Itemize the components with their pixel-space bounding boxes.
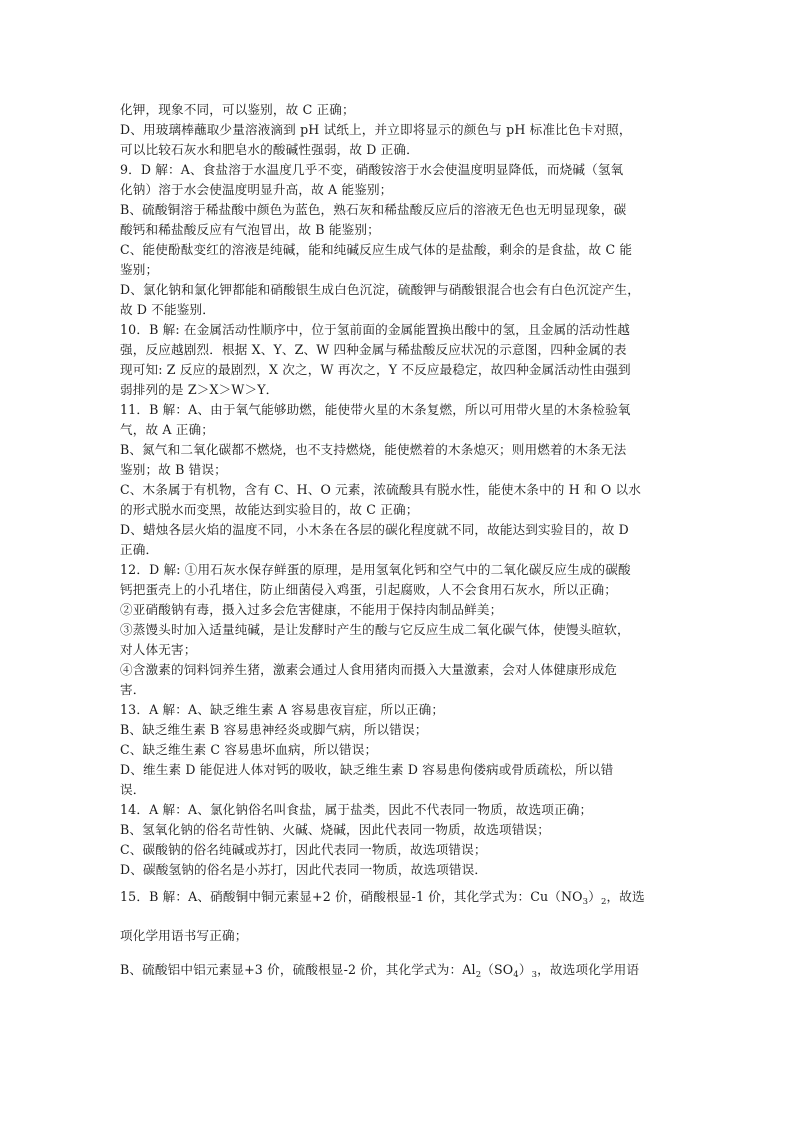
text-line: ③蒸馒头时加入适量纯碱，是让发酵时产生的酸与它反应生成二氧化碳气体，使馒头暄软，	[120, 622, 630, 637]
question-15-line-3	[120, 953, 680, 992]
text-line: 10．B 解: 在金属活动性顺序中，位于氢前面的金属能置换出酸中的氢，且金属的活动性越	[120, 322, 630, 337]
text-line: D、维生素 D 能促进人体对钙的吸收，缺乏维生素 D 容易患佝偻病或骨质疏松，所以错	[120, 762, 614, 777]
text-line: 的形式脱水而变黑，故能达到实验目的，故 C 正确；	[120, 502, 419, 517]
text-run: ）	[518, 962, 532, 977]
text-line: 化钠）溶于水会使温度明显升高，故 A 能鉴别；	[120, 182, 393, 197]
text-line: 钙把蛋壳上的小孔堵住，防止细菌侵入鸡蛋，引起腐败，人不会食用石灰水，所以正确；	[120, 582, 618, 597]
question-15-line-2: 项化学用语书写正确；	[120, 928, 248, 943]
text-run: ，故选项化学用语	[537, 962, 640, 977]
text-line: 弱排列的是 Z＞X＞W＞Y．	[120, 382, 279, 397]
text-line: C、碳酸钠的俗名纯碱或苏打，因此代表同一物质，故选项错误；	[120, 842, 487, 857]
text-line: 正确．	[120, 542, 159, 557]
text-line: 对人体无害；	[120, 642, 197, 657]
text-line: 害．	[120, 682, 146, 697]
text-line: B、氢氧化钠的俗名苛性钠、火碱、烧碱，因此代表同一物质，故选项错误；	[120, 822, 550, 837]
text-line: 误．	[120, 782, 146, 797]
text-line: D、蜡烛各层火焰的温度不同，小木条在各层的碳化程度就不同，故能达到实验目的，故 D	[120, 522, 629, 537]
text-line: ④含激素的饲料饲养生猪，激素会通过人食用猪肉而摄入大量激素，会对人体健康形成危	[120, 662, 618, 677]
subscript: 2	[600, 897, 607, 907]
text-line: 13．A 解：A、缺乏维生素 A 容易患夜盲症，所以正确；	[120, 702, 445, 717]
text-line: 可以比较石灰水和肥皂水的酸碱性强弱，故 D 正确．	[120, 142, 419, 157]
document-page	[120, 100, 680, 992]
text-run: B、硫酸铝中铝元素显+3 价，硫酸根显-2 价，其化学式为：Al	[120, 962, 476, 977]
text-line: 酸钙和稀盐酸反应有气泡冒出，故 B 能鉴别；	[120, 222, 380, 237]
subscript: 3	[531, 970, 538, 980]
text-line: 鉴别；	[120, 262, 159, 277]
text-line: D、用玻璃棒蘸取少量溶液滴到 pH 试纸上，并立即将显示的颜色与 pH 标准比色卡对照，	[120, 122, 632, 137]
question-15-line-1	[120, 880, 680, 919]
subscript: 3	[582, 897, 589, 907]
text-line: 故 D 不能鉴别．	[120, 302, 216, 317]
text-line: 11．B 解：A、由于氧气能够助燃，能使带火星的木条复燃，所以可用带火星的木条检验氧	[120, 402, 631, 417]
text-run: ）	[588, 889, 601, 904]
subscript: 2	[475, 970, 482, 980]
text-line: D、碳酸氢钠的俗名是小苏打，因此代表同一物质，故选项错误．	[120, 862, 488, 877]
text-line: B、氮气和二氧化碳都不燃烧，也不支持燃烧，能使燃着的木条熄灭；则用燃着的木条无法	[120, 442, 627, 457]
text-line: 鉴别；故 B 错误；	[120, 462, 227, 477]
text-line: 强，反应越剧烈．根据 X、Y、Z、W 四种金属与稀盐酸反应状况的示意图，四种金属的表	[120, 342, 627, 357]
text-run: ，故选	[606, 889, 645, 904]
text-line: 现可知: Z 反应的最剧烈，X 次之，W 再次之，Y 不反应最稳定，故四种金属活动性由强到	[120, 362, 631, 377]
text-line: 12．D 解: ①用石灰水保存鲜蛋的原理，是用氢氧化钙和空气中的二氧化碳反应生成的碳酸	[120, 562, 631, 577]
text-line: 9．D 解：A、食盐溶于水温度几乎不变，硝酸铵溶于水会使温度明显降低，而烧碱（氢氧	[120, 162, 624, 177]
text-line: C、缺乏维生素 C 容易患坏血病，所以错误；	[120, 742, 378, 757]
text-line: C、木条属于有机物，含有 C、H、O 元素，浓硫酸具有脱水性，能使木条中的 H 和 O 以水	[120, 482, 641, 497]
text-line: 14．A 解：A、氯化钠俗名叫食盐，属于盐类，因此不代表同一物质，故选项正确；	[120, 802, 593, 817]
text-line: B、缺乏维生素 B 容易患神经炎或脚气病，所以错误；	[120, 722, 428, 737]
text-line: ②亚硝酸钠有毒，摄入过多会危害健康，不能用于保持肉制品鲜美；	[120, 602, 503, 617]
text-run: （SO	[481, 962, 514, 977]
text-line: 化钾，现象不同，可以鉴别，故 C 正确；	[120, 102, 355, 117]
text-run: 15．B 解：A、硝酸铜中铜元素显+2 价，硝酸根显-1 价，其化学式为：Cu（NO	[120, 889, 583, 904]
text-line: D、氯化钠和氯化钾都能和硝酸银生成白色沉淀，硫酸钾与硝酸银混合也会有白色沉淀产生，	[120, 282, 640, 297]
subscript: 4	[513, 970, 519, 980]
text-line: C、能使酚酞变红的溶液是纯碱，能和纯碱反应生成气体的是盐酸，剩余的是食盐，故 C 能	[120, 242, 633, 257]
text-line: 气，故 A 正确；	[120, 422, 215, 437]
text-line: B、硫酸铜溶于稀盐酸中颜色为蓝色，熟石灰和稀盐酸反应后的溶液无色也无明显现象，碳	[120, 202, 627, 217]
